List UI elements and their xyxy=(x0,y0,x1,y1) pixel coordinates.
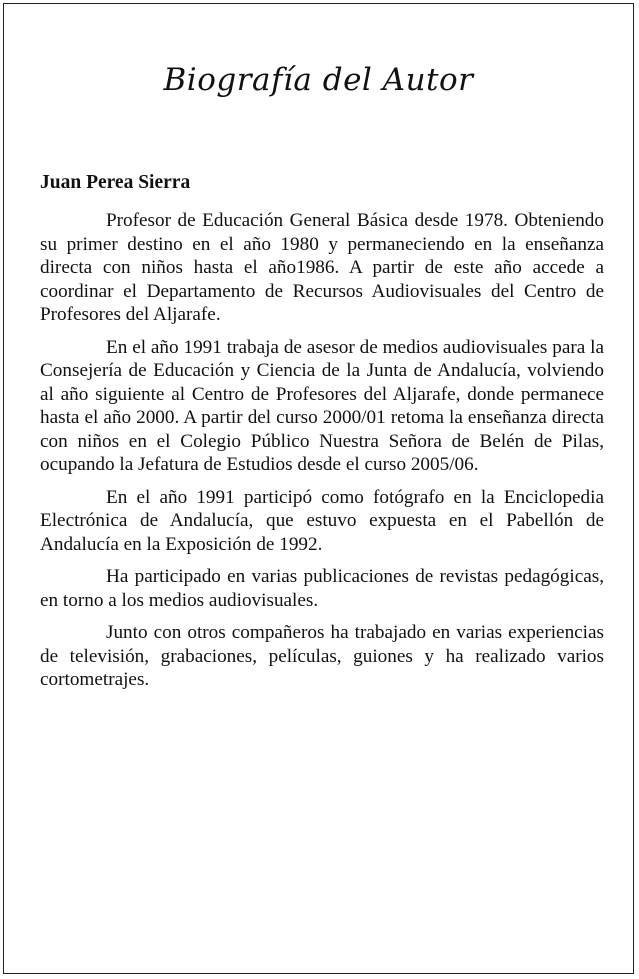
paragraph-5: Junto con otros compañeros ha trabajado en varias experiencias de televisión, grabaciones, películas, guiones y ha realizado varios cortometrajes. xyxy=(40,622,604,690)
paragraph-1: Profesor de Educación General Básica desde 1978. Obteniendo su primer destino en el año 1980 y permaneciendo en la enseñanza directa con niños hasta el año1986. A partir de este año accede a coordinar el Departamento de Recursos Audiovisuales del Centro de Profesores del Aljarafe. xyxy=(40,210,604,325)
paragraph-2: En el año 1991 trabaja de asesor de medios audiovisuales para la Consejería de Educación y Ciencia de la Junta de Andalucía, volviendo al año siguiente al Centro de Profesores del Aljarafe, donde permanece hasta el año 2000. A partir del curso 2000/01 retoma la enseñanza directa con niños en el Colegio Público Nuestra Señora de Belén de Pilas, ocupando la Jefatura de Estudios desde el curso 2005/06. xyxy=(40,336,604,475)
author-name: Juan Perea Sierra xyxy=(40,172,191,193)
biography-body xyxy=(40,209,604,701)
paragraph-3: En el año 1991 participó como fotógrafo en la Enciclopedia Electrónica de Andalucía, que estuvo expuesta en el Pabellón de Andalucía en la Exposición de 1992. xyxy=(40,486,604,555)
page-title: Biografía del Autor xyxy=(163,62,474,98)
page-frame xyxy=(3,3,634,974)
paragraph-4: Ha participado en varias publicaciones de revistas pedagógicas, en torno a los medios audiovisuales. xyxy=(40,566,604,611)
